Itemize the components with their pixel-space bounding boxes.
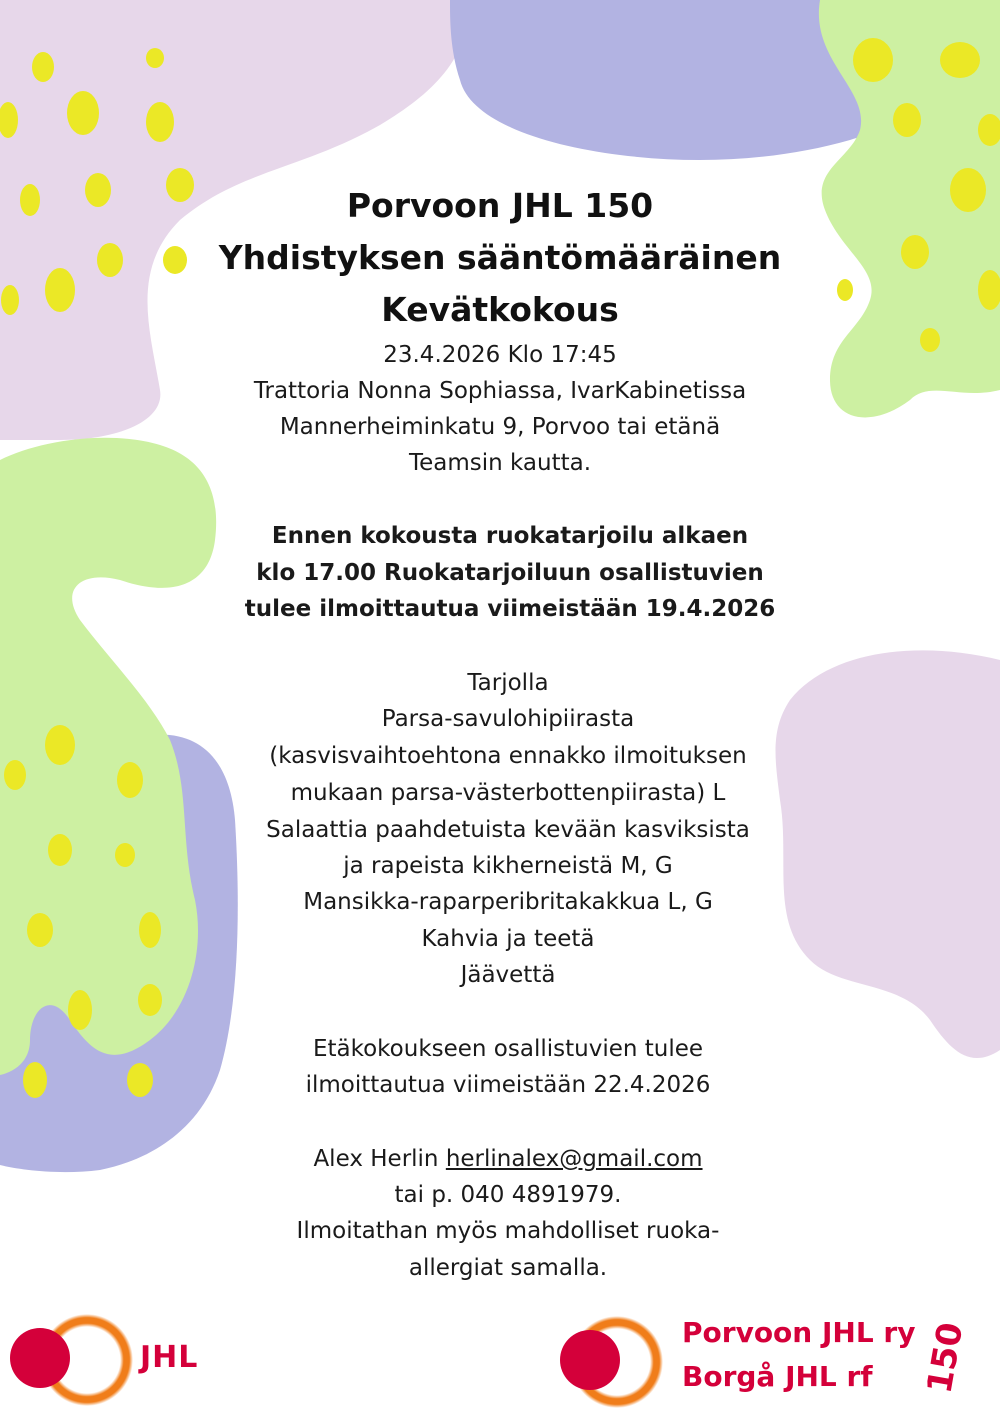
menu-heading: Tarjolla [467,670,549,696]
remote-notice-line-2: ilmoittautua viimeistään 22.4.2026 [305,1072,711,1098]
pink-blob-right [776,650,1000,1058]
remote-notice-line-1: Etäkokoukseen osallistuvien tulee [312,1036,704,1062]
event-place-line-3: Teamsin kautta. [408,450,592,476]
title-line-3: Kevätkokous [381,290,619,329]
menu-item: Salaattia paahdetuista kevään kasviksista [266,817,750,843]
menu-item: Jäävettä [460,962,556,988]
porvoon-jhl-logo-mark [560,1316,663,1408]
allergy-notice-line-1: Ilmoitathan myös mahdolliset ruoka- [296,1218,720,1244]
title-line-1: Porvoon JHL 150 [346,186,654,225]
org-name-fi: Porvoon JHL ry [682,1316,916,1349]
anniversary-number: 150 [919,1319,972,1397]
event-datetime: 23.4.2026 Klo 17:45 [383,342,617,368]
contact-name: Alex Herlin [313,1146,439,1172]
jhl-logo-text: JHL [140,1340,199,1375]
menu-item: Parsa-savulohipiirasta [381,706,635,732]
food-notice-line-3: tulee ilmoittautua viimeistään 19.4.2026 [244,596,776,622]
food-notice-line-1: Ennen kokousta ruokatarjoilu alkaen [271,523,749,549]
event-place-line-1: Trattoria Nonna Sophiassa, IvarKabinetissa [253,378,747,404]
contact-line [250,1146,766,1172]
menu-item: Kahvia ja teetä [421,926,595,952]
org-name-sv: Borgå JHL rf [682,1360,873,1393]
event-place-line-2: Mannerheiminkatu 9, Porvoo tai etänä [279,414,721,440]
menu-item: ja rapeista kikherneistä M, G [343,853,673,879]
food-notice-line-2: klo 17.00 Ruokatarjoiluun osallistuvien [256,560,764,586]
contact-phone: tai p. 040 4891979. [394,1182,622,1208]
jhl-logo-mark [10,1314,133,1406]
allergy-notice-line-2: allergiat samalla. [408,1255,608,1281]
menu-item: mukaan parsa-västerbottenpiirasta) L [290,780,726,806]
contact-email-link[interactable]: herlinalex@gmail.com [445,1146,703,1172]
title-line-2: Yhdistyksen sääntömääräinen [218,238,782,277]
menu-item: (kasvisvaihtoehtona ennakko ilmoituksen [269,743,747,769]
menu-item: Mansikka-raparperibritakakkua L, G [303,889,713,915]
